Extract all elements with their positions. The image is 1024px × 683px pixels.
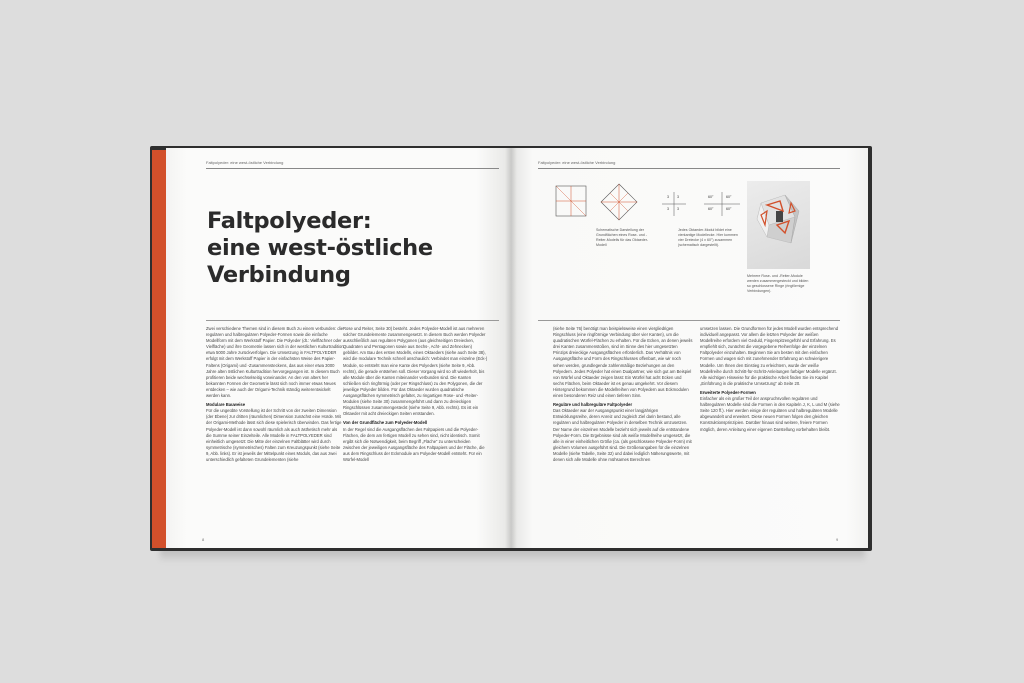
octahedron-model-photo	[747, 181, 810, 269]
fig2-caption: Jedes Oktaeder-Modul bildet eine vierkantige Modellecke. Hier kommen vier Dreiecke (4 x 60°) zusammen (schematisch dargestellt).	[678, 228, 738, 247]
left-col1-para-1: Zwei verschiedene Themen sind in diesem Buch zu einem verbunden: die regulären und halbregulären Polyeder-Formen sowie die einfache Modellform mit dem Werkstoff Papier. Die Polyeder (dt.: Vielflächner oder Vielfläche) und ihre Geometrie lassen sich in der westlichen Kulturtradition etwa 5000 Jahre zurückverfolgen. Die Umsetzung in FALTPOLYEDER erfolgt mit dem Werkstoff Papier in der einfachsten Weise des Papier-Faltens (Origami) und -Zusammensteckens, das aus einer etwa 3000 Jahre alten östlichen Kulturtradition hervorgegangen ist. In diesem Buch profitieren beide wechselseitig voneinander. An den von alters her bekannten Formen der Geometrie lässt sich noch immer etwas Neues entdecken – wie auch der Origami-Technik ständig weiterentwickelt werden kann.	[206, 326, 344, 399]
angle-num-2: 3	[677, 195, 679, 199]
angle-label-3: 60°	[708, 207, 714, 211]
left-column-1	[206, 326, 344, 538]
page-title	[207, 208, 467, 289]
title-line-1: Faltpolyeder:	[207, 208, 372, 234]
right-col2-subhead: Erweiterte Polyeder-Formen	[700, 389, 756, 395]
angle-num-4: 3	[677, 207, 679, 211]
angle-num-1: 3	[667, 195, 669, 199]
left-folio: 8	[202, 537, 205, 542]
angle-label-1: 60°	[708, 195, 714, 199]
right-col2-para-1: umsetzen lassen. Die Grundformen für jedes Modell wurden entsprechend individuell angepasst. Vor allem die letzten Polyeder der weißen Modellreihe erfordern viel Geduld, Fingerspitzengefühl und Erfahrung. Es empfiehlt sich, zunächst die vorgegebene Reihenfolge der einzelnen Faltpolyeder einzuhalten. Beginnen Sie am besten mit den einfachen Formen und wagen sich mit zunehmender Erfahrung an schwierigere Modelle. Um Ihnen den Einstieg zu erleichtern, wurde der weiße Modellreihe durch Schritt-für-Schritt-Anleitungen farbiger Modelle ergänzt. Alle wichtigen Hinweise für die praktische Arbeit finden Sie im Kapitel „Einführung in die praktische Umsetzung“ ab Seite 20.	[700, 326, 839, 386]
right-col2-para-2: Einfacher als ein großer Teil der anspruchsvollen regulären und halbregulären Modelle sind die Formen in den Kapiteln J, K, L und M (siehe Seite 120 ff.). Hier werden einige der regulären und halbregulären Modelle abgewandelt und erweitert. Diese neuen Formen folgen den gleichen Konstruktionsprinzipien. Darüber hinaus sind weitere, freiere Formen möglich, deren Anleitung einer eigenen Darstellung vorbehalten bleibt.	[700, 396, 840, 432]
left-col1-subhead: Modulare Bauweise	[206, 402, 246, 408]
photo-caption: Mehrere Rose- und -Reiter-Module werden zusammengesteckt und bilden so geschlossene Ringe (ringförmige Verbindungen).	[747, 274, 809, 293]
left-column-2	[343, 326, 488, 538]
right-folio: 9	[836, 537, 839, 542]
left-running-head: Faltpolyeder: eine west-östliche Verbindung	[206, 160, 284, 165]
title-line-2: eine west-östliche	[207, 235, 433, 261]
left-col2-para-2: In der Regel sind die Ausgangsflächen des Faltpapiers und die Polyeder-Flächen, die dem am fertigen Modell zu sehen sind, nicht identisch. Somit ergibt sich die Notwendigkeit, beim Begriff „Fläche“ zu unterscheiden zwischen der jeweiligen Ausgangsfläche des Faltpapiers und der Fläche, die aus dem Ringschluss der Eckmodule am Polyeder-Modell entsteht. Für ein Würfel-Modell	[343, 426, 485, 462]
angle-diagram	[660, 190, 742, 220]
book-gutter	[505, 148, 517, 548]
right-column-2	[700, 326, 840, 538]
left-body-rule	[206, 320, 499, 321]
title-line-3: Verbindung	[207, 262, 351, 288]
left-col2-subhead: Von der Grundfläche zum Polyeder-Modell	[343, 420, 428, 426]
right-head-rule	[538, 168, 840, 169]
left-col1-para-2: Für die ungeübte Vorstellung ist der Schritt von der zweiten Dimension (der Ebene) zur dritten (räumlichen) Dimension zunächst eine Hürde. Mit der Origami-Methode lässt sich diese spielerisch überwinden. Das fertige Polyeder-Modell ist dann sowohl räumlich als auch ästhetisch mehr als die Summe seiner Einzelteile. Alle Modelle in FALTPOLYEDER sind einheitlich umgesetzt: Die Mitte der einzelnen Faltblätter wird durch symmetrische (symmetrisches) Falten zum Kreuzungspunkt (siehe Seite 9, Abb. links). Er ist jeweils der Mittelpunkt eines Moduls, das aus zwei unterschiedlich gefalteten Grundelementen (siehe	[206, 408, 342, 462]
left-col2-para-1: Rose und Reiter, Seite 30) besteht. Jedes Polyeder-Modell ist aus mehreren solcher Grundelemente zusammengesetzt. In diesem Buch werden Polyeder ausschließlich aus regulären Polygonen (aus gleichseitigen Dreiecken, Quadraten und Pentagonen sowie aus Sechs-, Acht- und Zehnecken) gebildet. Am Bau des ersten Modells, eines Oktaeders (siehe auch Seite 38), wird die modulare Technik schnell anschaulich: Verbindet man einzelne (Eck-) Module, so entsteht man eine Kante des Polyeders (siehe Seite 9, Abb. rechts), die gerade entstehen soll. Dieser Vorgang wird so oft wiederholt, bis alle Module über die Kanten miteinander verbunden sind. Die Kanten schließen sich ringförmig (oder per Ringschluss) zu den Polygonen, die der jeweilige Polyeder bilden. Für das Oktaeder wurden quadratische Ausgangsflächen symmetrisch gefaltet, zu ringartigen Rose- und -Reiter-Modulen (siehe Seite 30) zusammengeführt und dann zu dreieckigen Ringschlüssen zusammengesteckt (siehe Seite 9, Abb. rechts). Es ist ein Oktaeder mit acht dreieckigen Seiten entstanden.	[343, 326, 488, 417]
right-col1-subhead: Reguläre und halbreguläre Faltpolyeder	[553, 402, 633, 408]
right-body-rule	[538, 320, 840, 321]
angle-label-2: 60°	[726, 195, 732, 199]
angle-label-4: 60°	[726, 207, 732, 211]
right-column-1	[553, 326, 693, 538]
fig1-caption: Schematische Darstellung der Grundflächen eines Rose- und -Reiter-Modells für das Oktaeder-Modell	[596, 228, 649, 247]
right-running-head: Faltpolyeder: eine west-östliche Verbindung	[538, 160, 616, 165]
fold-diagram-squares	[555, 183, 651, 223]
angle-num-3: 3	[667, 207, 669, 211]
right-col1-para-1: (siehe Seite 76) benötigt man beispielsweise einen vierg​liedrigen Ringschluss (eine ringförmige Verbindung über vier Kanten), um die quadratischen Würfel-Flächen zu erhalten. Für die Ecken, an denen jeweils drei Kanten zusammenstoßen, sind im Sinne des hier umgesetzten Prinzips dreieckige Ausgangsflächen erforderlich. Das Verhältnis von Ausgangsfläche und Form des Ringschlusses offenbart, wie wir noch sehen werden, grundlegende zahlenmäßige Beziehungen an den Polyedern. Jedes Polyeder hat einen Dualpartner, wie sich gut am Beispiel von Würfel und Oktaeder zeigen lässt: Ein Würfel hat acht Ecken und sechs Flächen, beim Oktaeder ist es genau umgekehrt. Vor diesem Hintergrund bekommen die Modellreihen von Polyedern aus Eckmodulen einen besonderen Reiz und einen tieferen Sinn.	[553, 326, 693, 399]
right-col1-para-2: Das Oktaeder war der Ausgangspunkt einer langjährigen Entwicklungsreihe, deren Anreiz und zugleich Ziel darin bestand, alle regulären und halbregulären Polyeder in derselben Technik umzusetzen. Der Name der einzelnen Modelle bezieht sich jeweils auf die entstandene Polyeder-Form. Die Ergebnisse sind als weiße Modellreihe umgesetzt, die alle in einer einheitlichen Größe (ca. (als geschlossene Polyeder-Form) mit gleichem Volumen ausgeführt sind. Die Größenangaben für die einzelnen Modelle (siehe Tabelle, Seite 32) und dabei lediglich Näherungswerte, mit denen sich alle Modelle ohne mühsames Berechnen	[553, 408, 692, 462]
left-head-rule	[206, 168, 499, 169]
